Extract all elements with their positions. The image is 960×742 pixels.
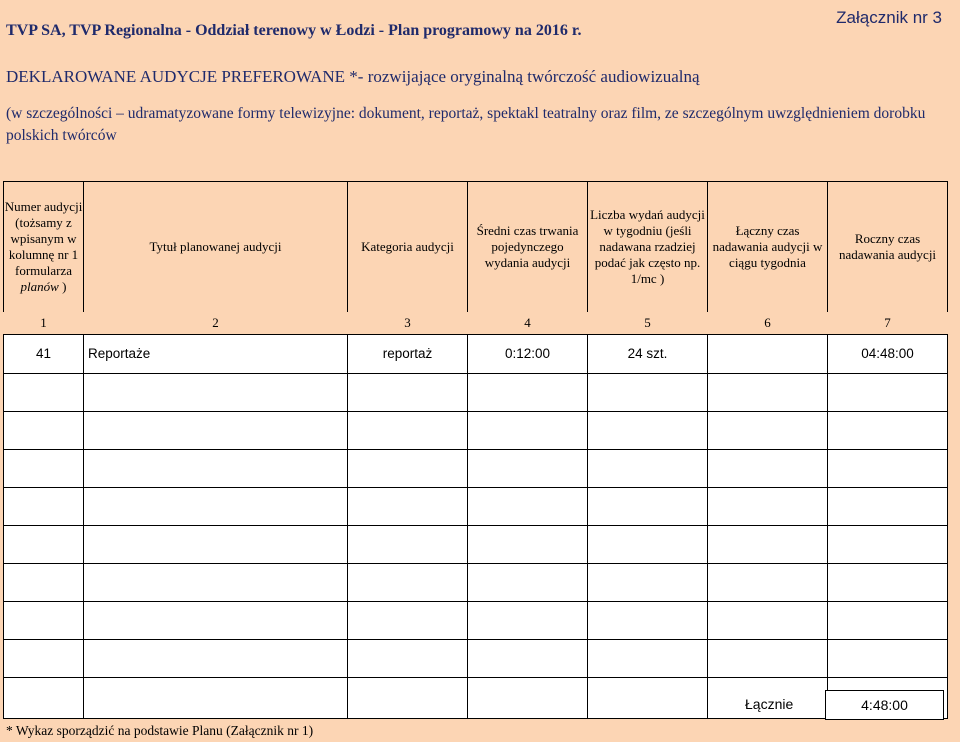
column-number: 1 <box>40 315 47 330</box>
cell-annual-total: 04:48:00 <box>828 335 948 374</box>
empty-cell <box>348 678 468 719</box>
header-number-italic: planów <box>20 279 59 294</box>
header-annual-total: Roczny czas nadawania audycji <box>828 182 948 313</box>
empty-cell <box>468 564 588 602</box>
empty-cell <box>4 640 84 678</box>
total-label: Łącznie <box>745 696 794 712</box>
empty-cell <box>348 564 468 602</box>
attachment-label: Załącznik nr 3 <box>836 8 942 27</box>
empty-cell <box>4 374 84 412</box>
section-heading: DEKLAROWANE AUDYCJE PREFEROWANE *- rozwijające oryginalną twórczość audiowizualną <box>6 67 700 86</box>
header-number: Numer audycji (tożsamy z wpisanym w kolumnę nr 1 formularza planów ) <box>4 182 84 313</box>
column-number: 6 <box>764 315 771 330</box>
empty-cell <box>84 450 348 488</box>
empty-cell <box>468 678 588 719</box>
column-number: 4 <box>524 315 531 330</box>
empty-cell <box>588 374 708 412</box>
empty-cell <box>588 488 708 526</box>
empty-cell <box>828 488 948 526</box>
cell-weekly-total <box>708 335 828 374</box>
empty-cell <box>828 640 948 678</box>
empty-cell <box>4 564 84 602</box>
table-header-row <box>4 182 948 313</box>
empty-cell <box>828 602 948 640</box>
column-number: 5 <box>644 315 651 330</box>
table-row-empty <box>4 374 948 412</box>
footnote: * Wykaz sporządzić na podstawie Planu (Załącznik nr 1) <box>6 723 314 738</box>
empty-cell <box>84 374 348 412</box>
empty-cell <box>84 412 348 450</box>
table-row-empty <box>4 526 948 564</box>
empty-cell <box>348 412 468 450</box>
empty-cell <box>4 488 84 526</box>
empty-cell <box>708 488 828 526</box>
column-number-row <box>4 312 948 335</box>
empty-cell <box>84 526 348 564</box>
table-row-empty <box>4 488 948 526</box>
empty-cell <box>708 450 828 488</box>
empty-cell <box>4 526 84 564</box>
column-number: 3 <box>404 315 411 330</box>
cell-title: Reportaże <box>84 335 348 374</box>
empty-cell <box>4 678 84 719</box>
table-row-empty <box>4 564 948 602</box>
section-description: (w szczególności – udramatyzowane formy telewizyjne: dokument, reportaż, spektakl teatralny oraz film, ze szczególnym uwzględnieniem dorobku polskich twórców <box>6 105 926 144</box>
empty-cell <box>828 412 948 450</box>
empty-cell <box>588 450 708 488</box>
empty-cell <box>84 640 348 678</box>
table-row-empty <box>4 412 948 450</box>
empty-cell <box>828 374 948 412</box>
table-row-empty <box>4 640 948 678</box>
empty-cell <box>348 602 468 640</box>
program-table <box>3 181 948 719</box>
empty-cell <box>468 602 588 640</box>
empty-cell <box>828 564 948 602</box>
empty-cell <box>468 412 588 450</box>
empty-cell <box>84 602 348 640</box>
total-value: 4:48:00 <box>825 690 944 720</box>
header-avg-duration: Średni czas trwania pojedynczego wydania audycji <box>468 182 588 313</box>
table-row <box>4 335 948 374</box>
empty-cell <box>84 488 348 526</box>
empty-cell <box>84 564 348 602</box>
empty-cell <box>588 640 708 678</box>
table-row-empty <box>4 678 948 719</box>
empty-cell <box>4 602 84 640</box>
empty-cell <box>708 640 828 678</box>
empty-cell <box>468 526 588 564</box>
empty-cell <box>588 412 708 450</box>
cell-avg-duration: 0:12:00 <box>468 335 588 374</box>
empty-cell <box>828 526 948 564</box>
empty-cell <box>828 450 948 488</box>
cell-number: 41 <box>4 335 84 374</box>
empty-cell <box>708 564 828 602</box>
empty-cell <box>4 412 84 450</box>
header-category: Kategoria audycji <box>348 182 468 313</box>
empty-cell <box>348 374 468 412</box>
cell-per-week: 24 szt. <box>588 335 708 374</box>
header-per-week: Liczba wydań audycji w tygodniu (jeśli nadawana rzadziej podać jak często np. 1/mc ) <box>588 182 708 313</box>
empty-cell <box>468 374 588 412</box>
empty-cell <box>84 678 348 719</box>
empty-cell <box>588 526 708 564</box>
empty-cell <box>348 450 468 488</box>
empty-cell <box>468 488 588 526</box>
empty-cell <box>708 526 828 564</box>
header-weekly-total: Łączny czas nadawania audycji w ciągu tygodnia <box>708 182 828 313</box>
empty-cell <box>4 450 84 488</box>
cell-category: reportaż <box>348 335 468 374</box>
document-title: TVP SA, TVP Regionalna - Oddział terenowy w Łodzi - Plan programowy na 2016 r. <box>6 22 582 39</box>
header-title: Tytuł planowanej audycji <box>84 182 348 313</box>
empty-cell <box>708 374 828 412</box>
column-number: 7 <box>884 315 891 330</box>
empty-cell <box>348 488 468 526</box>
empty-cell <box>468 450 588 488</box>
empty-cell <box>588 678 708 719</box>
empty-cell <box>588 602 708 640</box>
empty-cell <box>708 412 828 450</box>
empty-cell <box>348 640 468 678</box>
table-row-empty <box>4 450 948 488</box>
column-number: 2 <box>212 315 219 330</box>
empty-cell <box>708 602 828 640</box>
table-row-empty <box>4 602 948 640</box>
empty-cell <box>348 526 468 564</box>
empty-cell <box>588 564 708 602</box>
empty-cell <box>468 640 588 678</box>
